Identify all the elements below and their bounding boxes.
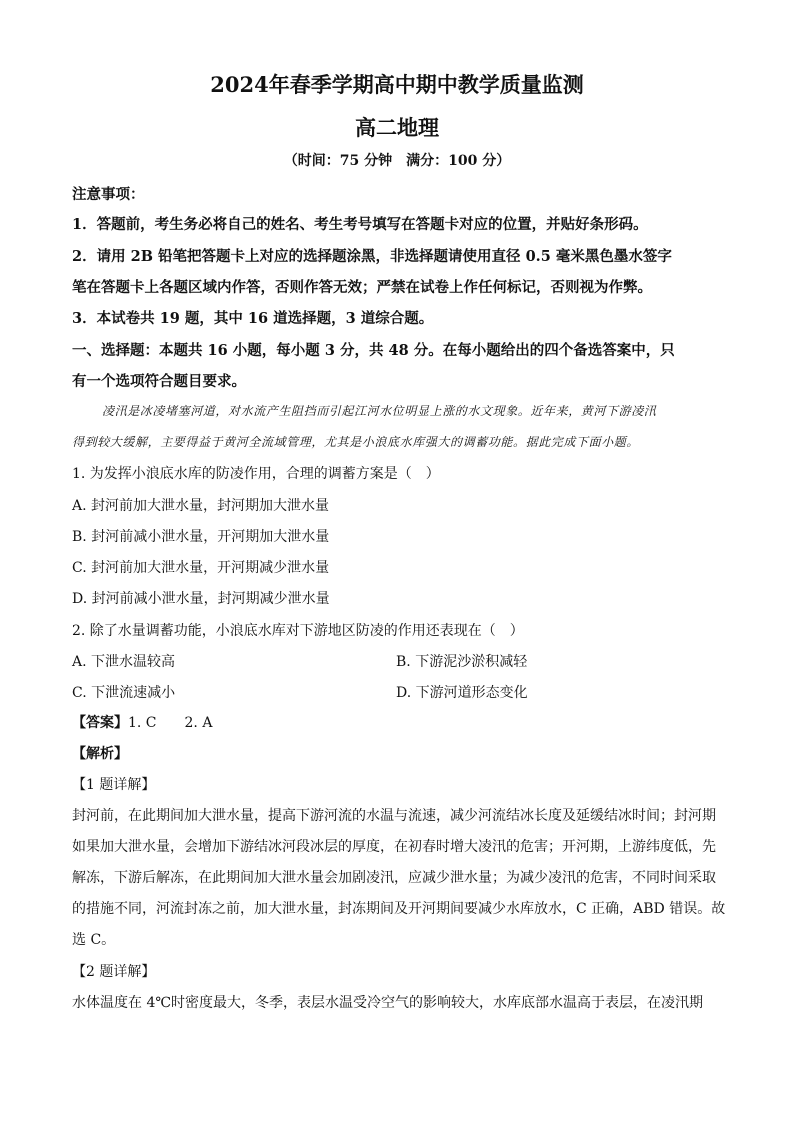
notice-item-2-line-2: 笔在答题卡上各题区域内作答，否则作答无效；严禁在试卷上作任何标记，否则视为作弊。 <box>72 279 652 296</box>
question-1-stem: 1. 为发挥小浪底水库的防凌作用，合理的调蓄方案是（ ） <box>72 466 440 482</box>
question-1-option-a: A. 封河前加大泄水量，封河期加大泄水量 <box>72 498 330 514</box>
notice-heading: 注意事项： <box>72 186 145 203</box>
detail-1-label: 【1 题详解】 <box>72 777 156 793</box>
notice-item-3: 3．本试卷共 19 题，其中 16 道选择题，3 道综合题。 <box>72 310 434 327</box>
question-2-stem: 2. 除了水量调蓄功能，小浪底水库对下游地区防凌的作用还表现在（ ） <box>72 623 524 639</box>
notice-item-2-line-1: 2．请用 2B 铅笔把答题卡上对应的选择题涂黑，非选择题请使用直径 0.5 毫米黑色墨水签字 <box>72 248 672 265</box>
notice-item-1: 1．答题前，考生务必将自己的姓名、考生考号填写在答题卡对应的位置，并贴好条形码。 <box>72 216 648 233</box>
question-1-option-c: C. 封河前加大泄水量，开河期减少泄水量 <box>72 560 330 576</box>
detail-1-line-2: 如果加大泄水量，会增加下游结冰河段冰层的厚度，在初春时增大凌汛的危害；开河期，上游纬度低，先 <box>72 839 716 855</box>
detail-1-line-1: 封河前，在此期间加大泄水量，提高下游河流的水温与流速，减少河流结冰长度及延缓结冰时间；封河期 <box>72 808 716 824</box>
question-2-option-d: D. 下游河道形态变化 <box>396 685 528 701</box>
answer-row <box>72 712 212 732</box>
exam-subject: 高二地理 <box>355 115 439 140</box>
detail-1-line-3: 解冻，下游后解冻，在此期间加大泄水量会加剧凌汛，应减少泄水量；为减少凌汛的危害，不同时间采取 <box>72 870 716 886</box>
exam-title: 2024年春季学期高中期中教学质量监测 <box>210 72 584 97</box>
detail-1-line-5: 选 C。 <box>72 932 116 948</box>
analysis-label: 【解析】 <box>72 746 128 762</box>
answer-value: 1. C 2. A <box>128 715 213 731</box>
section-1-heading-line-1: 一、选择题：本题共 16 小题，每小题 3 分，共 48 分。在每小题给出的四个备选答案中，只 <box>72 342 675 359</box>
detail-2-line-1: 水体温度在 4℃时密度最大，冬季，表层水温受冷空气的影响较大，水库底部水温高于表层，在凌汛期 <box>72 995 704 1011</box>
detail-2-label: 【2 题详解】 <box>72 964 156 980</box>
question-2-option-a: A. 下泄水温较高 <box>72 654 176 670</box>
exam-meta: （时间：75 分钟 满分：100 分） <box>283 153 511 169</box>
question-2-option-b: B. 下游泥沙淤积减轻 <box>396 654 528 670</box>
question-1-option-d: D. 封河前减小泄水量，封河期减少泄水量 <box>72 591 330 607</box>
passage-line-1: 凌汛是冰凌堵塞河道，对水流产生阻挡而引起江河水位明显上涨的水文现象。近年来，黄河下游凌汛 <box>102 404 657 418</box>
passage-line-2: 得到较大缓解，主要得益于黄河全流域管理，尤其是小浪底水库强大的调蓄功能。据此完成下面小题。 <box>72 435 640 449</box>
question-1-option-b: B. 封河前减小泄水量，开河期加大泄水量 <box>72 529 330 545</box>
section-1-heading-line-2: 有一个选项符合题目要求。 <box>72 373 246 390</box>
question-2-option-c: C. 下泄流速减小 <box>72 685 176 701</box>
answer-label: 【答案】 <box>72 715 128 731</box>
detail-1-line-4: 的措施不同，河流封冻之前，加大泄水量，封冻期间及开河期间要减少水库放水，C 正确，ABD 错误。故 <box>72 901 726 917</box>
